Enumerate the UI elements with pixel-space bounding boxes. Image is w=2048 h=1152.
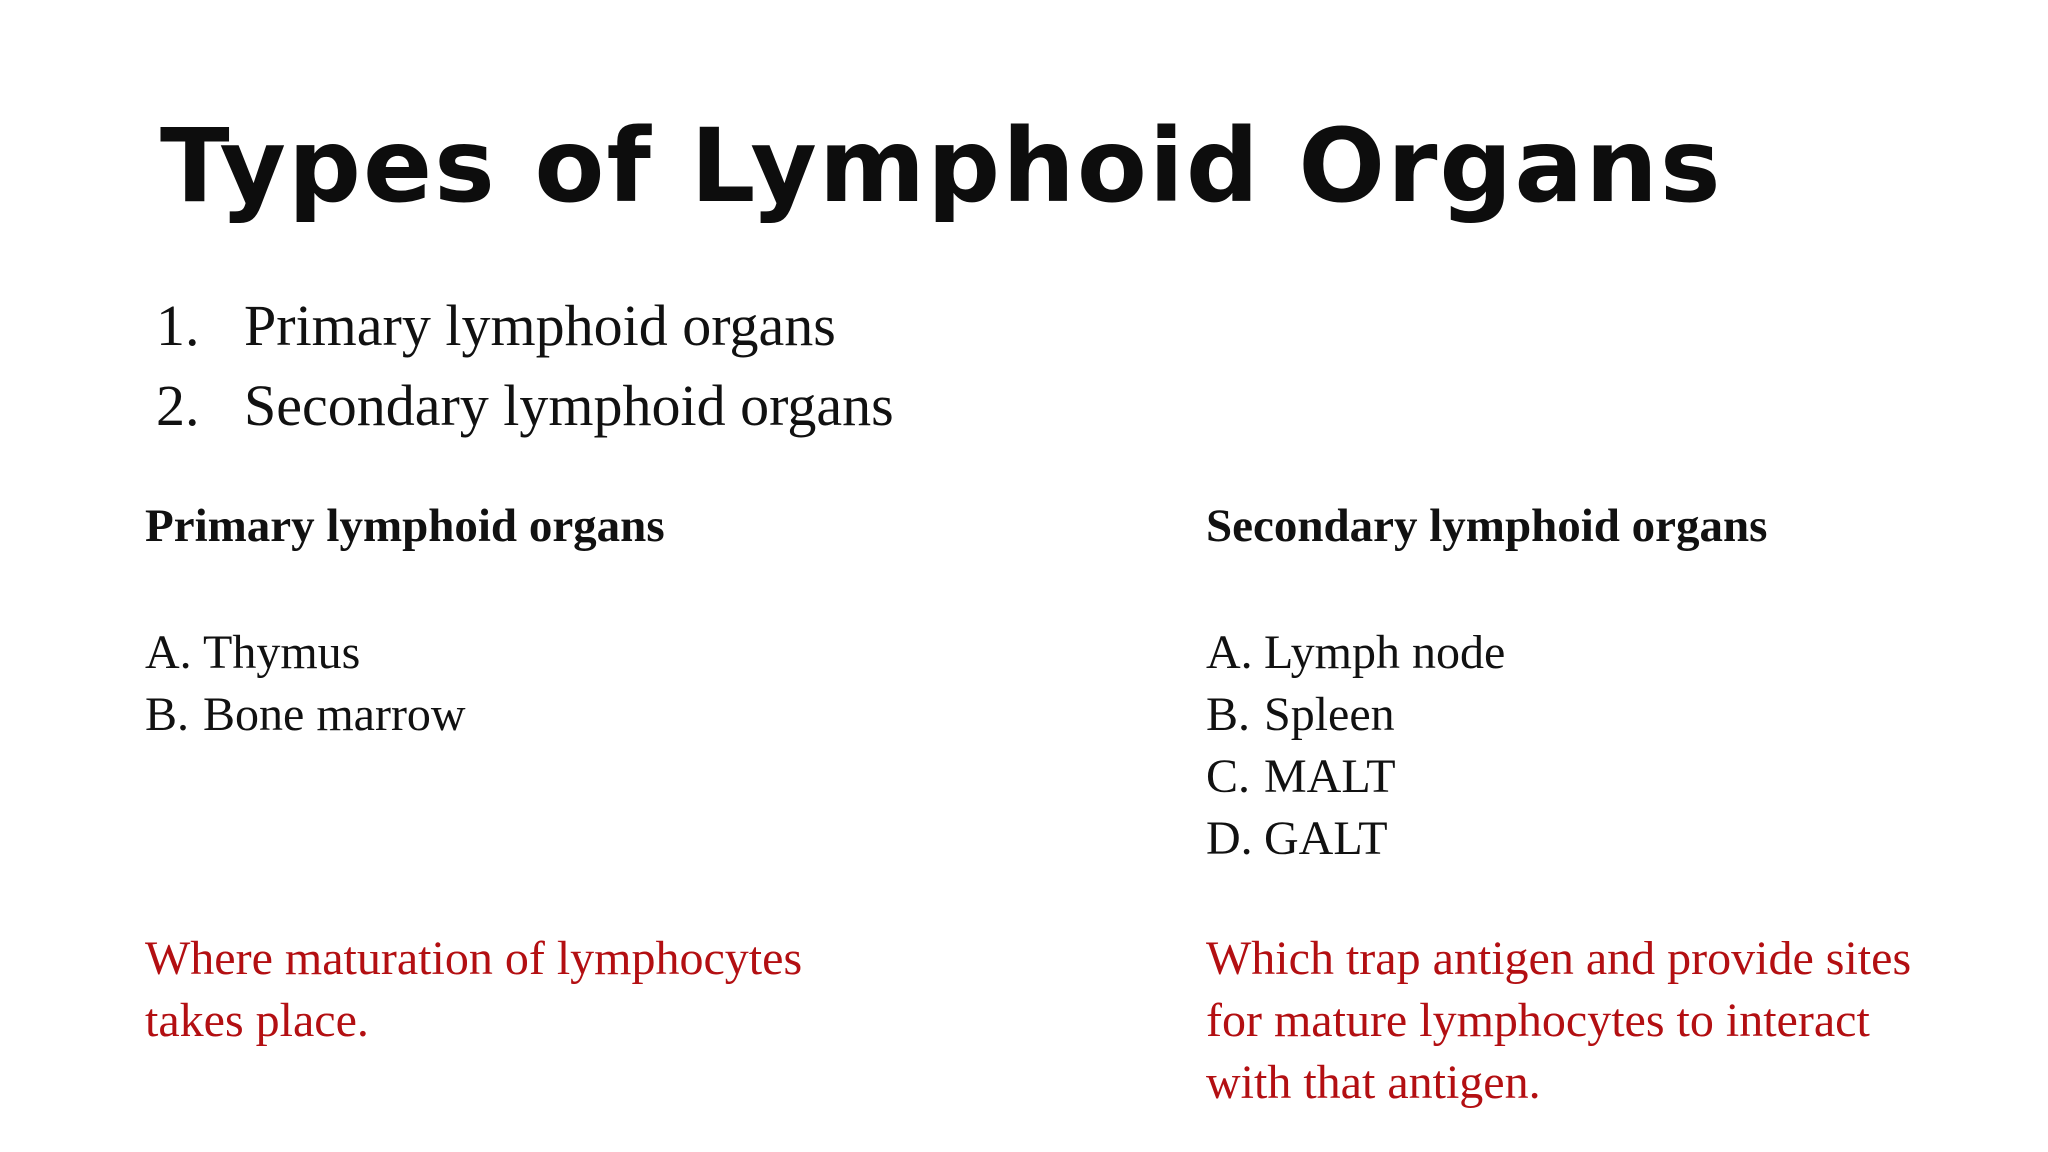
secondary-heading: Secondary lymphoid organs: [1206, 500, 1768, 552]
note-line: takes place.: [145, 994, 369, 1047]
note-line: for mature lymphocytes to interact: [1206, 994, 1870, 1047]
list-item-spleen: [1206, 684, 1505, 746]
item-letter: B.: [1206, 688, 1251, 741]
list-item-thymus: [145, 622, 466, 684]
secondary-organ-list: [1206, 622, 1505, 870]
item-text: Bone marrow: [203, 688, 466, 741]
item-text: MALT: [1264, 750, 1396, 803]
note-line: Where maturation of lymphocytes: [145, 932, 803, 985]
item-letter: A.: [145, 626, 192, 679]
overview-item-secondary: [156, 366, 894, 446]
item-letter: C.: [1206, 750, 1251, 803]
list-item-bone-marrow: [145, 684, 466, 746]
primary-organ-list: [145, 622, 466, 746]
list-number: 2.: [156, 373, 200, 438]
secondary-note: [1206, 928, 1911, 1114]
item-text: Thymus: [203, 626, 361, 679]
list-item-malt: [1206, 746, 1505, 808]
overview-item-primary: [156, 286, 894, 366]
slide-title: Types of Lymphoid Organs: [160, 107, 1723, 226]
primary-note: [145, 928, 802, 1052]
item-text: GALT: [1264, 812, 1388, 865]
note-line: with that antigen.: [1206, 1056, 1541, 1109]
secondary-column: [1206, 492, 2026, 1109]
list-item-galt: [1206, 808, 1505, 870]
item-text: Spleen: [1264, 688, 1395, 741]
primary-heading: Primary lymphoid organs: [145, 500, 665, 552]
item-letter: B.: [145, 688, 190, 741]
list-number: 1.: [156, 293, 200, 358]
list-item-lymph-node: [1206, 622, 1505, 684]
list-text: Primary lymphoid organs: [244, 293, 836, 358]
item-text: Lymph node: [1264, 626, 1506, 679]
primary-column: [145, 492, 1045, 1047]
note-line: Which trap antigen and provide sites: [1206, 932, 1912, 985]
list-text: Secondary lymphoid organs: [244, 373, 894, 438]
item-letter: A.: [1206, 626, 1253, 679]
item-letter: D.: [1206, 812, 1253, 865]
overview-list: [156, 286, 894, 446]
